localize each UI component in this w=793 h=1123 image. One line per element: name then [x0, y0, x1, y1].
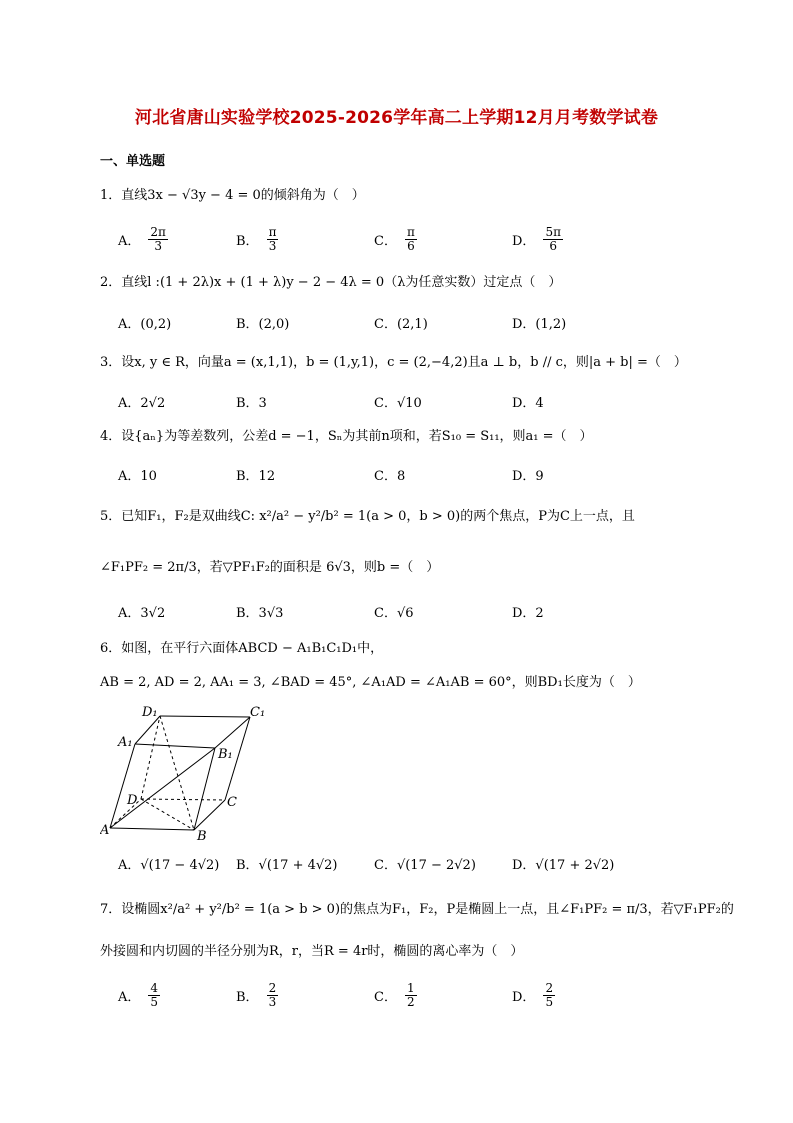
option-a[interactable]: A．(0,2) — [118, 316, 172, 332]
label-d: D — [127, 793, 138, 808]
option-a[interactable]: A． $\frac{2\pi}{3}$ — [118, 224, 166, 253]
label-a1: A₁ — [118, 735, 133, 750]
option-d[interactable]: D．√(17 + 2√2) — [512, 857, 615, 873]
question-1-options — [118, 222, 678, 256]
option-c[interactable]: C．√10 — [374, 395, 422, 411]
edge-aa1 — [110, 744, 135, 828]
question-5-options — [118, 594, 678, 628]
edge-bb1 — [194, 748, 215, 830]
option-a[interactable]: A．2√2 — [118, 395, 166, 411]
option-c[interactable]: C． $\frac{1}{2}$ — [374, 980, 415, 1009]
option-d[interactable]: D． $\frac{5\pi}{6}$ — [512, 224, 561, 253]
option-d[interactable]: D． $\frac{2}{5}$ — [512, 980, 554, 1009]
option-a[interactable]: A．3√2 — [118, 605, 166, 621]
option-a[interactable]: A． $\frac{4}{5}$ — [118, 980, 159, 1009]
question-5-stem-line2: ∠F₁PF₂ = 2π/3，若▽PF₁F₂的面积是 6√3，则b =（ ） — [100, 560, 440, 575]
label-b1: B₁ — [218, 747, 233, 762]
option-c[interactable]: C． $\frac{\pi}{6}$ — [374, 224, 415, 253]
label-c1: C₁ — [250, 705, 266, 720]
option-a[interactable]: A．10 — [118, 468, 157, 484]
edge-a1b1 — [135, 744, 215, 748]
option-d[interactable]: D．9 — [512, 468, 544, 484]
edge-ab — [110, 828, 194, 830]
option-b[interactable]: B．12 — [236, 468, 276, 484]
question-4-stem: 4．设{aₙ}为等差数列，公差d = −1，Sₙ为其前n项和，若S₁₀ = S₁₁，则a₁ =（ ） — [100, 429, 593, 444]
question-7-stem-line1: 7．设椭圆x²/a² + y²/b² = 1(a > b > 0)的焦点为F₁，F₂，P是椭圆上一点，且∠F₁PF₂ = π/3，若▽F₁PF₂的 — [100, 902, 734, 917]
option-b[interactable]: B．3√3 — [236, 605, 284, 621]
option-d[interactable]: D．4 — [512, 395, 544, 411]
label-a: A — [100, 823, 110, 838]
option-d[interactable]: D．(1,2) — [512, 316, 567, 332]
option-a[interactable]: A．√(17 − 4√2) — [118, 857, 220, 873]
parallelepiped-figure — [100, 702, 280, 842]
diagonal-ab1 — [110, 748, 215, 828]
question-5-stem-line1: 5．已知F₁，F₂是双曲线C: x²/a² − y²/b² = 1(a > 0，b > 0)的两个焦点，P为C上一点，且 — [100, 509, 635, 524]
diagonal-d1b-hidden — [160, 716, 194, 830]
option-b[interactable]: B．(2,0) — [236, 316, 290, 332]
question-7-options — [118, 978, 678, 1012]
option-c[interactable]: C．√6 — [374, 605, 414, 621]
edge-bc — [194, 800, 225, 830]
edge-dd1-hidden — [141, 716, 160, 799]
edge-b1c1 — [215, 717, 250, 748]
question-7-stem-line2: 外接圆和内切圆的半径分别为R，r，当R = 4r时，椭圆的离心率为（ ） — [100, 944, 524, 959]
option-b[interactable]: B．√(17 + 4√2) — [236, 857, 338, 873]
option-c[interactable]: C．√(17 − 2√2) — [374, 857, 476, 873]
option-c[interactable]: C．8 — [374, 468, 406, 484]
question-4-options — [118, 457, 678, 491]
question-2-stem: 2．直线l :(1 + 2λ)x + (1 + λ)y − 2 − 4λ = 0（λ为任意实数）过定点（ ） — [100, 275, 562, 290]
label-d1: D₁ — [142, 705, 158, 720]
question-3-stem: 3．设x, y ∈ R，向量a = (x,1,1)，b = (1,y,1)，c = (2,−4,2)且a ⊥ b，b // c，则|a + b| =（ ） — [100, 355, 687, 370]
label-b: B — [197, 829, 207, 842]
label-c: C — [227, 795, 237, 810]
edge-dc-hidden — [141, 799, 225, 800]
question-1-stem: 1．直线3x − √3y − 4 = 0的倾斜角为（ ） — [100, 188, 365, 203]
section-heading: 一、单选题 — [100, 154, 166, 169]
page-title: 河北省唐山实验学校2025-2026学年高二上学期12月月考数学试卷 — [134, 108, 659, 128]
question-2-options — [118, 305, 678, 339]
question-3-options — [118, 384, 678, 418]
edge-a1d1 — [135, 716, 160, 744]
question-6-stem-line1: 6．如图，在平行六面体ABCD − A₁B₁C₁D₁中， — [100, 641, 384, 656]
question-6-options — [118, 846, 678, 880]
option-b[interactable]: B．3 — [236, 395, 267, 411]
edge-d1c1 — [160, 716, 250, 717]
option-d[interactable]: D．2 — [512, 605, 544, 621]
option-b[interactable]: B． $\frac{2}{3}$ — [236, 980, 277, 1009]
option-c[interactable]: C．(2,1) — [374, 316, 428, 332]
question-6-stem-line2: AB = 2, AD = 2, AA₁ = 3, ∠BAD = 45°, ∠A₁AD = ∠A₁AB = 60°，则BD₁长度为（ ） — [100, 675, 641, 690]
option-b[interactable]: B． $\frac{\pi}{3}$ — [236, 224, 277, 253]
